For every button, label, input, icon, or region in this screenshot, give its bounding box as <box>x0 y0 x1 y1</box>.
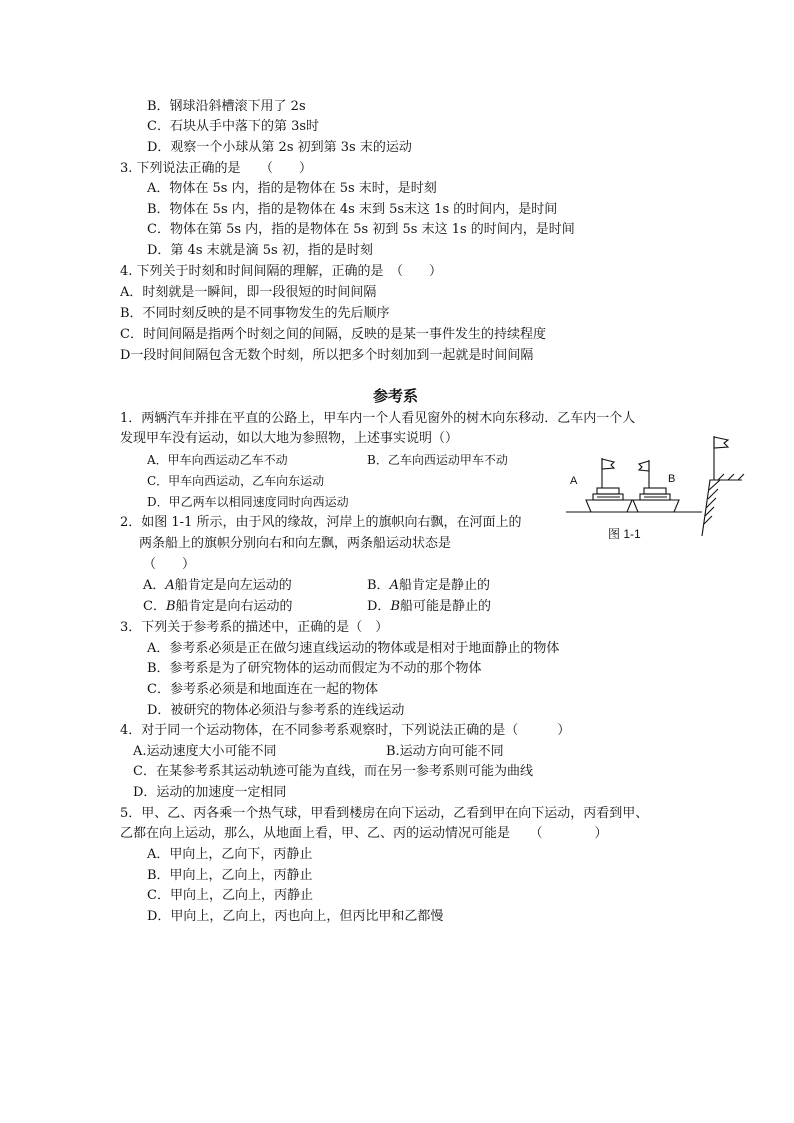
ref-question-1-stem-line-2: 发现甲车没有运动，如以大地为参照物，上述事实说明（） <box>120 431 459 446</box>
question-4-option-b: B．不同时刻反映的是不同事物发生的先后顺序 <box>120 306 390 321</box>
ref-question-3-option-a: A．参考系必须是正在做匀速直线运动的物体或是相对于地面静止的物体 <box>147 641 560 656</box>
question-3-option-a: A．物体在 5s 内，指的是物体在 5s 末时，是时刻 <box>147 181 437 196</box>
ref-question-5-option-c: C．甲向上，乙向上，丙静止 <box>147 888 313 903</box>
ref-question-2-option-d: D．B船可能是静止的 <box>367 599 492 614</box>
option-c: C．石块从手中落下的第 3s时 <box>147 119 320 134</box>
ref-question-4-option-a: A.运动速度大小可能不同 <box>133 744 277 759</box>
option-b: B．钢球沿斜槽滚下用了 2s <box>147 99 306 114</box>
question-3-option-c: C．物体在第 5s 内，指的是物体在 5s 初到 5s 末这 1s 的时间内，是时间 <box>147 222 575 237</box>
ref-question-2-option-c: C．B船肯定是向右运动的 <box>143 599 293 614</box>
question-4-option-c: C．时间间隔是指两个时刻之间的间隔，反映的是某一事件发生的持续程度 <box>120 327 546 342</box>
ref-question-1-option-c: C．甲车向西运动，乙车向东运动 <box>147 474 325 488</box>
ref-question-5-stem-line-1: 5．甲、乙、丙各乘一个热气球，甲看到楼房在向下运动，乙看到甲在向下运动，丙看到甲、 <box>120 806 649 821</box>
ref-question-2-stem-line-1: 2．如图 1-1 所示，由于风的缘故，河岸上的旗帜向右飘，在河面上的 <box>120 515 522 530</box>
ref-question-3-option-c: C．参考系必须是和地面连在一起的物体 <box>147 682 378 697</box>
question-4-option-d: D一段时间间隔包含无数个时刻，所以把多个时刻加到一起就是时间间隔 <box>120 348 534 363</box>
question-3-stem: 3. 下列说法正确的是 （ ） <box>120 161 313 176</box>
ref-question-3-option-b: B．参考系是为了研究物体的运动而假定为不动的那个物体 <box>147 661 482 676</box>
ref-question-2-option-a: A．A船肯定是向左运动的 <box>143 578 292 593</box>
ref-question-5-option-a: A．甲向上，乙向下，丙静止 <box>147 847 313 862</box>
option-d: D．观察一个小球从第 2s 初到第 3s 末的运动 <box>147 140 412 155</box>
ref-question-1-option-b: B．乙车向西运动甲车不动 <box>367 453 508 467</box>
ref-question-4-stem: 4．对于同一个运动物体，在不同参考系观察时，下列说法正确的是（ ） <box>120 723 571 738</box>
ref-question-1-stem-line-1: 1．两辆汽车并排在平直的公路上，甲车内一个人看见窗外的树木向东移动．乙车内一个人 <box>120 411 636 426</box>
section-title: 参考系 <box>373 387 419 405</box>
question-4-option-a: A．时刻就是一瞬间，即一段很短的时间间隔 <box>120 285 377 300</box>
figure-label-b: B <box>668 473 676 485</box>
question-4-stem: 4. 下列关于时刻和时间间隔的理解，正确的是 （ ） <box>120 264 443 279</box>
figure-label-a: A <box>570 475 578 487</box>
ref-question-2-option-b: B．A船肯定是静止的 <box>367 578 490 593</box>
ref-question-2-stem-line-2: 两条船上的旗帜分别向右和向左飘，两条船运动状态是 <box>139 536 452 551</box>
ref-question-4-option-c: C．在某参考系其运动轨迹可能为直线，而在另一参考系则可能为曲线 <box>133 764 533 779</box>
figure-1-1 <box>562 432 748 544</box>
ref-question-2-stem-line-3: （ ） <box>143 557 196 572</box>
figure-caption: 图 1-1 <box>608 527 641 541</box>
question-3-option-d: D．第 4s 末就是滴 5s 初，指的是时刻 <box>147 243 373 258</box>
ref-question-5-option-b: B．甲向上，乙向上，丙静止 <box>147 868 313 883</box>
ref-question-3-option-d: D．被研究的物体必须沿与参考系的连线运动 <box>147 703 405 718</box>
ref-question-1-option-a: A．甲车向西运动乙车不动 <box>147 453 288 467</box>
ref-question-4-option-d: D．运动的加速度一定相同 <box>133 785 287 800</box>
ref-question-5-stem-line-2: 乙都在向上运动，那么，从地面上看，甲、乙、丙的运动情况可能是 （ ） <box>120 826 608 841</box>
question-3-option-b: B．物体在 5s 内，指的是物体在 4s 末到 5s末这 1s 的时间内，是时间 <box>147 202 558 217</box>
ref-question-4-option-b: B.运动方向可能不同 <box>386 744 504 759</box>
ref-question-1-option-d: D．甲乙两车以相同速度同时向西运动 <box>147 495 349 509</box>
ref-question-5-option-d: D．甲向上，乙向上，丙也向上，但丙比甲和乙都慢 <box>147 909 444 924</box>
ref-question-3-stem: 3．下列关于参考系的描述中，正确的是（ ） <box>120 620 389 635</box>
